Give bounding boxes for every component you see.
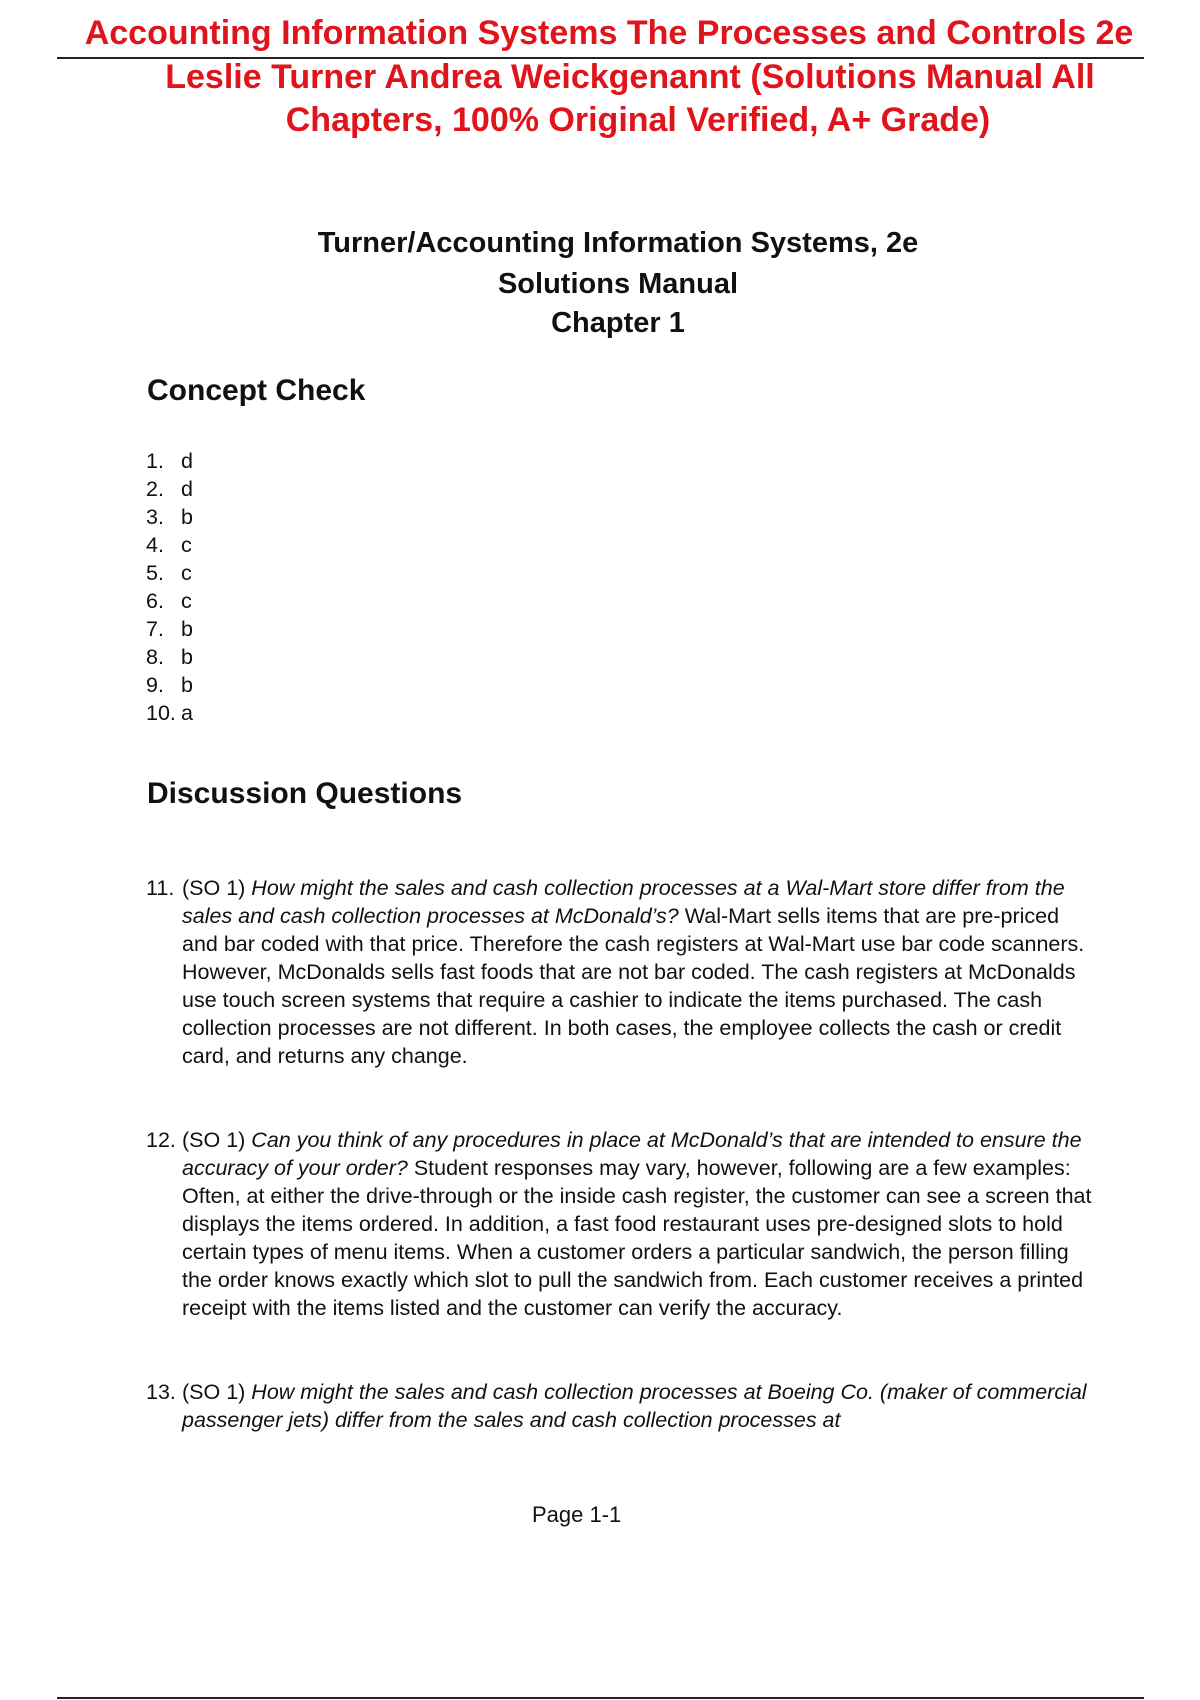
answer-number: 10. xyxy=(146,701,176,725)
question-text: How might the sales and cash collection processes at Boeing Co. (maker of commercial passenger jets) differ from the sales and cash collection processes at xyxy=(182,1380,1087,1432)
question-number: 11. xyxy=(146,876,175,900)
question-text: Can you think of any procedures in place at McDonald’s that are intended to ensure the accuracy of your order? xyxy=(182,1128,1082,1180)
answer-item xyxy=(146,587,193,615)
question-tag: (SO 1) xyxy=(182,1380,252,1404)
concept-check-heading: Concept Check xyxy=(147,374,366,407)
answer-item xyxy=(146,615,193,643)
answer-number: 4. xyxy=(146,533,164,557)
header-manual: Solutions Manual xyxy=(497,268,739,300)
answer-letter: c xyxy=(181,561,192,585)
question-tag: (SO 1) xyxy=(182,876,252,900)
answer-number: 3. xyxy=(146,505,164,529)
answer-number: 8. xyxy=(146,645,164,669)
question-12 xyxy=(146,1126,1096,1322)
answer-item xyxy=(146,559,193,587)
answer-number: 5. xyxy=(146,561,164,585)
answer-item xyxy=(146,699,193,727)
answer-item xyxy=(146,531,193,559)
answer-letter: b xyxy=(181,645,193,669)
answer-number: 9. xyxy=(146,673,164,697)
page-number: Page 1-1 xyxy=(532,1502,622,1527)
header-chapter: Chapter 1 xyxy=(551,307,685,339)
question-11 xyxy=(146,874,1096,1070)
discussion-questions-heading: Discussion Questions xyxy=(147,777,463,810)
answer-letter: d xyxy=(181,449,193,473)
banner-title-line3: Chapters, 100% Original Verified, A+ Grade) xyxy=(285,101,991,139)
answer-item xyxy=(146,503,193,531)
answer-letter: c xyxy=(181,533,192,557)
answer-letter: b xyxy=(181,505,193,529)
answer-letter: a xyxy=(181,701,193,725)
answer-letter: d xyxy=(181,477,193,501)
answer-number: 1. xyxy=(146,449,164,473)
question-number: 12. xyxy=(146,1128,176,1152)
answer-letter: b xyxy=(181,673,193,697)
banner-title-line1: Accounting Information Systems The Processes and Controls 2e xyxy=(84,14,1134,52)
concept-check-list xyxy=(146,447,193,727)
answer-item xyxy=(146,643,193,671)
question-number: 13. xyxy=(146,1380,176,1404)
banner-title-line2: Leslie Turner Andrea Weickgenannt (Solutions Manual All xyxy=(165,58,1095,96)
header-book-title: Turner/Accounting Information Systems, 2e xyxy=(317,227,919,259)
answer-text: Student responses may vary, however, following are a few examples: Often, at either the drive-through or the inside cash register, the customer can see a screen that displays the items ordered. In addition, a fast food restaurant uses pre-designed slots to hold certain types of menu items. When a customer orders a particular sandwich, the person filling the order knows exactly which slot to pull the sandwich from. Each customer receives a printed receipt with the items listed and the customer can verify the accuracy. xyxy=(182,1156,1092,1320)
bottom-divider xyxy=(57,1697,1144,1699)
answer-number: 7. xyxy=(146,617,164,641)
answer-item xyxy=(146,671,193,699)
answer-item xyxy=(146,475,193,503)
answer-text: Wal-Mart sells items that are pre-priced and bar coded with that price. Therefore the cash registers at Wal-Mart use bar code scanners. However, McDonalds sells fast foods that are not bar coded. The cash registers at McDonalds use touch screen systems that require a cashier to indicate the items purchased. The cash collection processes are not different. In both cases, the employee collects the cash or credit card, and returns any change. xyxy=(182,904,1085,1068)
answer-number: 6. xyxy=(146,589,164,613)
answer-letter: c xyxy=(181,589,192,613)
answer-number: 2. xyxy=(146,477,164,501)
question-text: How might the sales and cash collection processes at a Wal-Mart store differ from the sales and cash collection processes at McDonald’s? xyxy=(182,876,1065,928)
question-13 xyxy=(146,1378,1096,1434)
answer-item xyxy=(146,447,193,475)
question-tag: (SO 1) xyxy=(182,1128,252,1152)
answer-letter: b xyxy=(181,617,193,641)
